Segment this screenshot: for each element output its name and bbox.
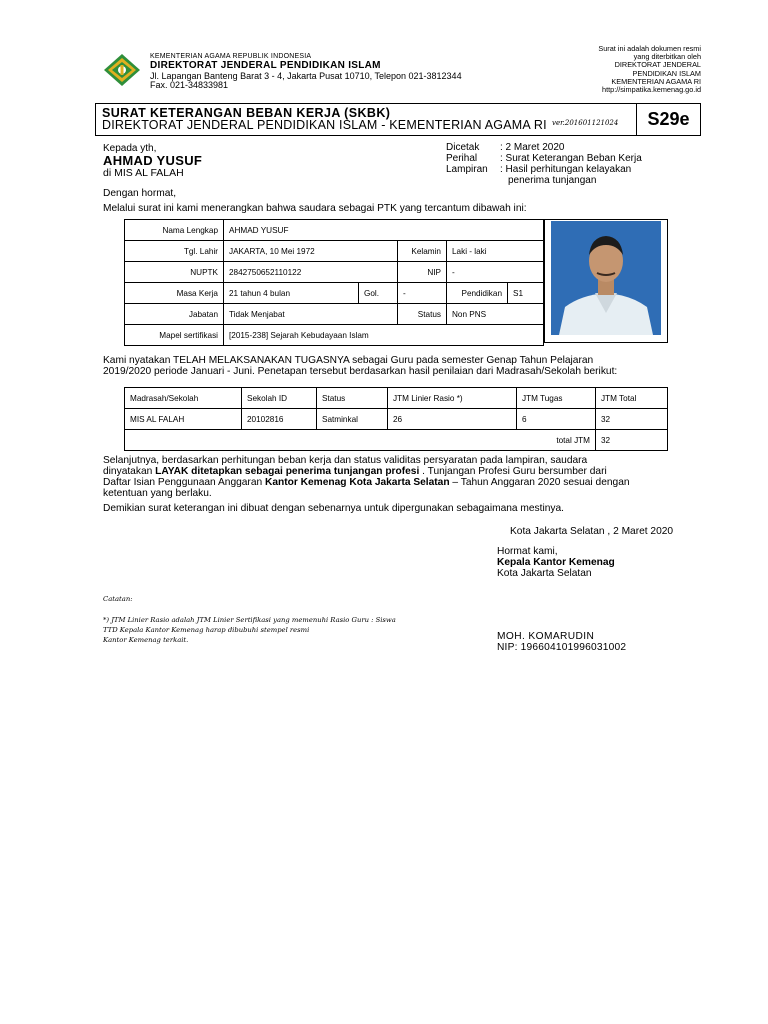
layak-statement: LAYAK ditetapkan sebagai penerima tunjangan profesi (155, 466, 420, 477)
place-date: Kota Jakarta Selatan , 2 Maret 2020 (510, 526, 674, 537)
table-row (125, 262, 544, 283)
teacher-photo (551, 221, 661, 335)
conclusion-line4: ketentuan yang berlaku. (103, 488, 212, 499)
signer-city: Kota Jakarta Selatan (497, 568, 592, 579)
version-label: ver.201601121024 (552, 119, 619, 127)
letter-meta (446, 142, 683, 186)
lampiran-label: Lampiran (446, 164, 488, 175)
hormat-kami: Hormat kami, (497, 546, 558, 557)
salutation-to: Kepada yth, (103, 143, 157, 154)
conclusion-line3: Daftar Isian Penggunaan Anggaran Kantor Kemenag Kota Jakarta Selatan – Tahun Anggaran 2020 sesuai dengan (103, 477, 630, 488)
note-line: KEMENTERIAN AGAMA RI (611, 76, 701, 86)
col-header: JTM Linier Rasio *) (388, 388, 517, 409)
signer-name: MOH. KOMARUDIN (497, 631, 595, 642)
ministry-name: KEMENTERIAN AGAMA REPUBLIK INDONESIA (150, 53, 312, 60)
statement-line1: Kami nyatakan TELAH MELAKSANAKAN TUGASNYA sebagai Guru pada semester Genap Tahun Pelajaran (103, 355, 594, 366)
col-header: JTM Tugas (517, 388, 596, 409)
table-row (125, 220, 544, 241)
document-title: SURAT KETERANGAN BEBAN KERJA (SKBK) (102, 106, 391, 120)
pendidikan-label: Pendidikan (447, 283, 508, 304)
fax: Fax. 021-34833981 (150, 80, 229, 90)
lampiran-value: : Hasil perhitungan kelayakan (500, 164, 632, 175)
col-header: JTM Total (596, 388, 668, 409)
pendidikan-value: S1 (508, 283, 544, 304)
nama-label: Nama Lengkap (125, 220, 224, 241)
gol-value: - (398, 283, 447, 304)
tgl-value: JAKARTA, 10 Mei 1972 (224, 241, 398, 262)
notes-line1: *) JTM Linier Rasio adalah JTM Linier Sertifikasi yang memenuhi Rasio Guru : Siswa (103, 616, 396, 624)
jabatan-label: Jabatan (125, 304, 224, 325)
closing-line: Demikian surat keterangan ini dibuat dengan sebenarnya untuk dipergunakan sebagaimana mestinya. (103, 503, 565, 514)
status-value: Non PNS (447, 304, 544, 325)
table-cell: Satminkal (317, 409, 388, 430)
table-row (125, 241, 544, 262)
masa-label: Masa Kerja (125, 283, 224, 304)
address: Jl. Lapangan Banteng Barat 3 - 4, Jakarta Pusat 10710, Telepon 021-3812344 (150, 71, 462, 81)
intro-line: Melalui surat ini kami menerangkan bahwa saudara sebagai PTK yang tercantum dibawah ini: (103, 203, 527, 214)
col-header: Sekolah ID (242, 388, 317, 409)
jtm-table (124, 387, 668, 451)
budget-office: Kantor Kemenag Kota Jakarta Selatan (265, 477, 450, 488)
lampiran-value-cont: penerima tunjangan (508, 175, 597, 186)
notes-title: Catatan: (103, 595, 133, 603)
col-header: Status (317, 388, 388, 409)
perihal-label: Perihal (446, 153, 478, 164)
note-line: DIREKTORAT JENDERAL (614, 60, 701, 70)
document-subtitle: DIREKTORAT JENDERAL PENDIDIKAN ISLAM - KEMENTERIAN AGAMA RI (102, 118, 547, 132)
jabatan-value: Tidak Menjabat (224, 304, 398, 325)
nama-value: AHMAD YUSUF (224, 220, 544, 241)
note-line: yang diterbitkan oleh (633, 52, 701, 62)
nip-label: NIP (398, 262, 447, 283)
gol-label: Gol. (359, 283, 398, 304)
website-link[interactable]: http://simpatika.kemenag.go.id (602, 85, 701, 95)
perihal-value: : Surat Keterangan Beban Kerja (500, 153, 642, 164)
masa-value: 21 tahun 4 bulan (224, 283, 359, 304)
table-cell: 20102816 (242, 409, 317, 430)
col-header: Madrasah/Sekolah (125, 388, 242, 409)
table-cell: 6 (517, 409, 596, 430)
notes-line2: TTD Kepala Kantor Kemenag harap dibubuhi stempel resmi (103, 626, 310, 634)
nuptk-value: 2842750652110122 (224, 262, 398, 283)
official-document-note (521, 45, 701, 94)
signer-nip: NIP: 196604101996031002 (497, 642, 627, 653)
recipient-name: AHMAD YUSUF (103, 153, 203, 168)
greeting: Dengan hormat, (103, 188, 177, 199)
note-line: PENDIDIKAN ISLAM (632, 68, 701, 78)
notes-line3: Kantor Kemenag terkait. (103, 636, 189, 644)
total-jtm-value: 32 (596, 430, 668, 451)
nuptk-label: NUPTK (125, 262, 224, 283)
table-cell: 26 (388, 409, 517, 430)
table-row (125, 283, 544, 304)
dicetak-label: Dicetak (446, 142, 480, 153)
kemenag-logo-icon (103, 53, 141, 87)
statement-line2: 2019/2020 periode Januari - Juni. Penetapan tersebut berdasarkan hasil penilaian dari Madrasah/Sekolah berikut: (103, 366, 618, 377)
table-header-row (125, 388, 668, 409)
note-line: Surat ini adalah dokumen resmi (598, 44, 701, 53)
title-box (95, 103, 701, 136)
conclusion-line2: dinyatakan LAYAK ditetapkan sebagai penerima tunjangan profesi . Tunjangan Profesi Guru bersumber dari (103, 466, 607, 477)
signer-position: Kepala Kantor Kemenag (497, 557, 615, 568)
table-row (125, 325, 544, 346)
status-label: Status (398, 304, 447, 325)
kelamin-value: Laki - laki (447, 241, 544, 262)
total-jtm-label: total JTM (125, 430, 596, 451)
directorate-name: DIREKTORAT JENDERAL PENDIDIKAN ISLAM (150, 60, 381, 71)
tgl-label: Tgl. Lahir (125, 241, 224, 262)
table-row (125, 304, 544, 325)
table-row (125, 409, 668, 430)
table-cell: 32 (596, 409, 668, 430)
recipient-place: di MIS AL FALAH (103, 167, 184, 179)
kelamin-label: Kelamin (398, 241, 447, 262)
dicetak-value: : 2 Maret 2020 (500, 142, 565, 153)
table-cell: MIS AL FALAH (125, 409, 242, 430)
nip-value: - (447, 262, 544, 283)
mapel-value: [2015-238] Sejarah Kebudayaan Islam (224, 325, 544, 346)
profile-table (124, 219, 544, 346)
conclusion-line1: Selanjutnya, berdasarkan perhitungan beban kerja dan status validitas persyaratan pada lampiran, saudara (103, 455, 588, 466)
form-code: S29e (636, 104, 700, 135)
mapel-label: Mapel sertifikasi (125, 325, 224, 346)
table-total-row (125, 430, 668, 451)
